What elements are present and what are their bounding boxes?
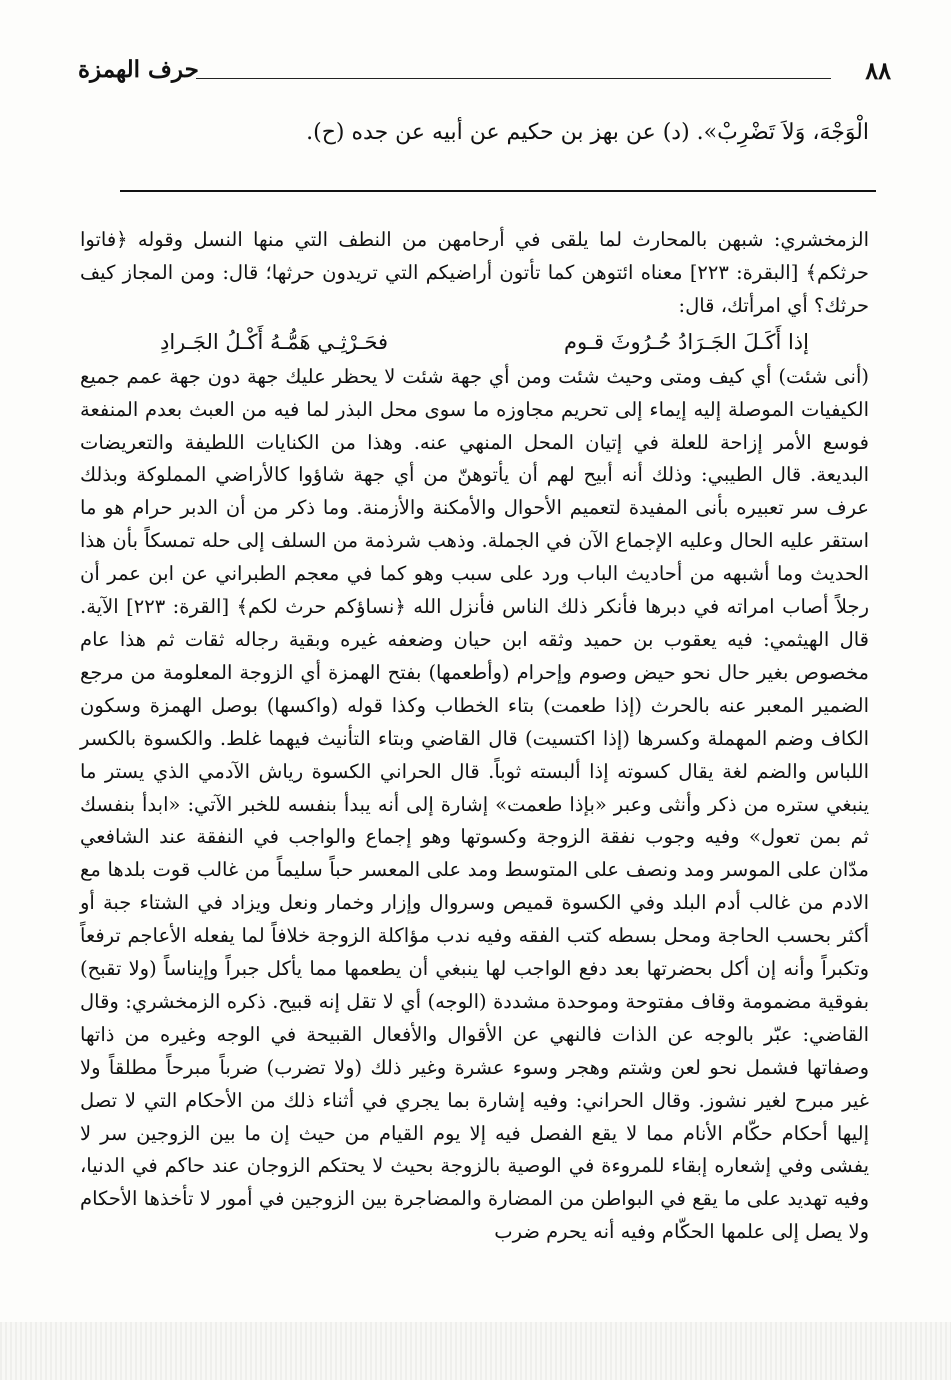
hadith-continuation: الْوَجْهَ، وَلاَ تَضْرِبْ». (د) عن بهز بن حكيم عن أبيه عن جده (ح). <box>306 120 869 145</box>
verse-first-hemistich: إذا أَكَـلَ الجَـرَادُ حُـرُوثَ قـوم <box>564 329 809 354</box>
commentary-paragraph-2: (أنى شئت) أي كيف ومتى وحيث شئت ومن أي جهة شئت لا يحظر عليك جهة دون جهة عمم جميع الكيفيات الموصلة إليه إيماء إلى تحريم مجاوزه ما سوى محل البذر لما فيه من العبث بعدم المنفعة فوسع الأمر إزاحة للعلة في إتيان المحل المنهي عنه. وهذا من الكنايات اللطيفة والتعريضات البديعة. قال الطيبي: وذلك أنه أبيح لهم أن يأتوهنّ من أي جهة شاؤوا كالأراضي المملوكة وبذلك عرف سر تعبيره بأنى المفيدة لتعميم الأحوال والأمكنة والأزمنة. وما ذكر من أن الدبر حرام هو ما استقر عليه الحال وعليه الإجماع الآن في الجملة. وذهب شرذمة من السلف إلى حله تمسكاً بأن هذا الحديث وما أشبهه من أحاديث الباب ورد على سبب وهو كما في معجم الطبراني عن ابن عمر أن رجلاً أصاب امراته في دبرها فأنكر ذلك الناس فأنزل الله ﴿نساؤكم حرث لكم﴾ [القرة: ٢٢٣] الآية. قال الهيثمي: فيه يعقوب بن حميد وثقه ابن حيان وضعفه غيره وبقية رجاله ثقات ثم هذا عام مخصوص بغير حال نحو حيض وصوم وإحرام (وأطعمها) بفتح الهمزة أي الزوجة المعلومة من مرجع الضمير المعبر عنه بالحرث (إذا طعمت) بتاء الخطاب وكذا قوله (واكسها) بوصل الهمزة وسكون الكاف وضم المهملة وكسرها (إذا اكتسيت) قال القاضي وبتاء التأنيث فيهما غلط. والكسوة بالكسر اللباس والضم لغة يقال كسوته إذا ألبسته ثوباً. قال الحراني الكسوة رياش الآدمي الذي يستر ما ينبغي ستره من ذكر وأنثى وعبر «بإذا طعمت» إشارة إلى أنه يبدأ بنفسه للخبر الآتي: «ابدأ بنفسك ثم بمن تعول» وفيه وجوب نفقة الزوجة وكسوتها وهو إجماع والواجب في النفقة عند الشافعي مدّان على الموسر ومد ونصف على المتوسط ومد على المعسر حباً سليماً من غالب قوت بلدها مع الادم من غالب أدم البلد وفي الكسوة قميص وسروال وإزار وخمار ونعل ويزاد في الشتاء جبة أو أكثر بحسب الحاجة ومحل بسطه كتب الفقه وفيه ندب مؤاكلة الزوجة خلافاً لما يفعله الأعاجم ترفعاً وتكبراً وأنه إن أكل بحضرتها بعد دفع الواجب لها ينبغي أن يطعمها مما يأكل جبراً وإيناساً (ولا تقبح) بفوقية مضمومة وقاف مفتوحة وموحدة مشددة (الوجه) أي لا تقل إنه قبيح. ذكره الزمخشري: وقال القاضي: عبّر بالوجه عن الذات فالنهي عن الأقوال والأفعال القبيحة في الوجه وغيره من ذاتها وصفاتها فشمل نحو لعن وشتم وهجر وسوء عشرة وغير ذلك (ولا تضرب) ضرباً مبرحاً مطلقاً ولا غير مبرح لغير نشوز. وقال الحراني: وفيه إشارة بما يجري في أثناء ذلك من الأحكام التي لا تصل إليها أحكام حكّام الأنام مما لا يقع الفصل فيه إلا يوم القيام من حيث إن ما بين الزوجين سر لا يفشى وفي إشعاره إبقاء للمروءة في الوصية بالزوجة بحيث لا يحتكم الزوجان عند حاكم في الدنيا، وفيه تهديد على ما يقع في البواطن من المضارة والمضاجرة بين الزوجين في أمور لا تأخذها الأحكام ولا يصل إلى علمها الحكّام وفيه أنه يحرم ضرب <box>80 364 869 1244</box>
chapter-title: حرف الهمزة <box>78 56 199 83</box>
commentary <box>80 224 869 1249</box>
header-rule <box>196 78 831 79</box>
page-header <box>78 56 891 92</box>
verse-second-hemistich: فحَـرْثِـي هَمُّـهُ أَكْـلُ الجَـرادِ <box>160 329 389 354</box>
scan-bottom-edge <box>0 1322 951 1380</box>
commentary-paragraph-1: الزمخشري: شبهن بالمحارث لما يلقى في أرحامهن من النطف التي منها النسل وقوله ﴿فاتوا حرثكم﴾ [البقرة: ٢٢٣] معناه ائتوهن كما تأتون أراضيكم التي تريدون حرثها؛ قال: ومن المجاز كيف حرثك؟ أي امرأتك، قال: <box>80 228 869 317</box>
footnote-divider <box>120 190 876 192</box>
poetry-verse <box>80 325 869 359</box>
page-number: ٨٨ <box>865 56 891 85</box>
